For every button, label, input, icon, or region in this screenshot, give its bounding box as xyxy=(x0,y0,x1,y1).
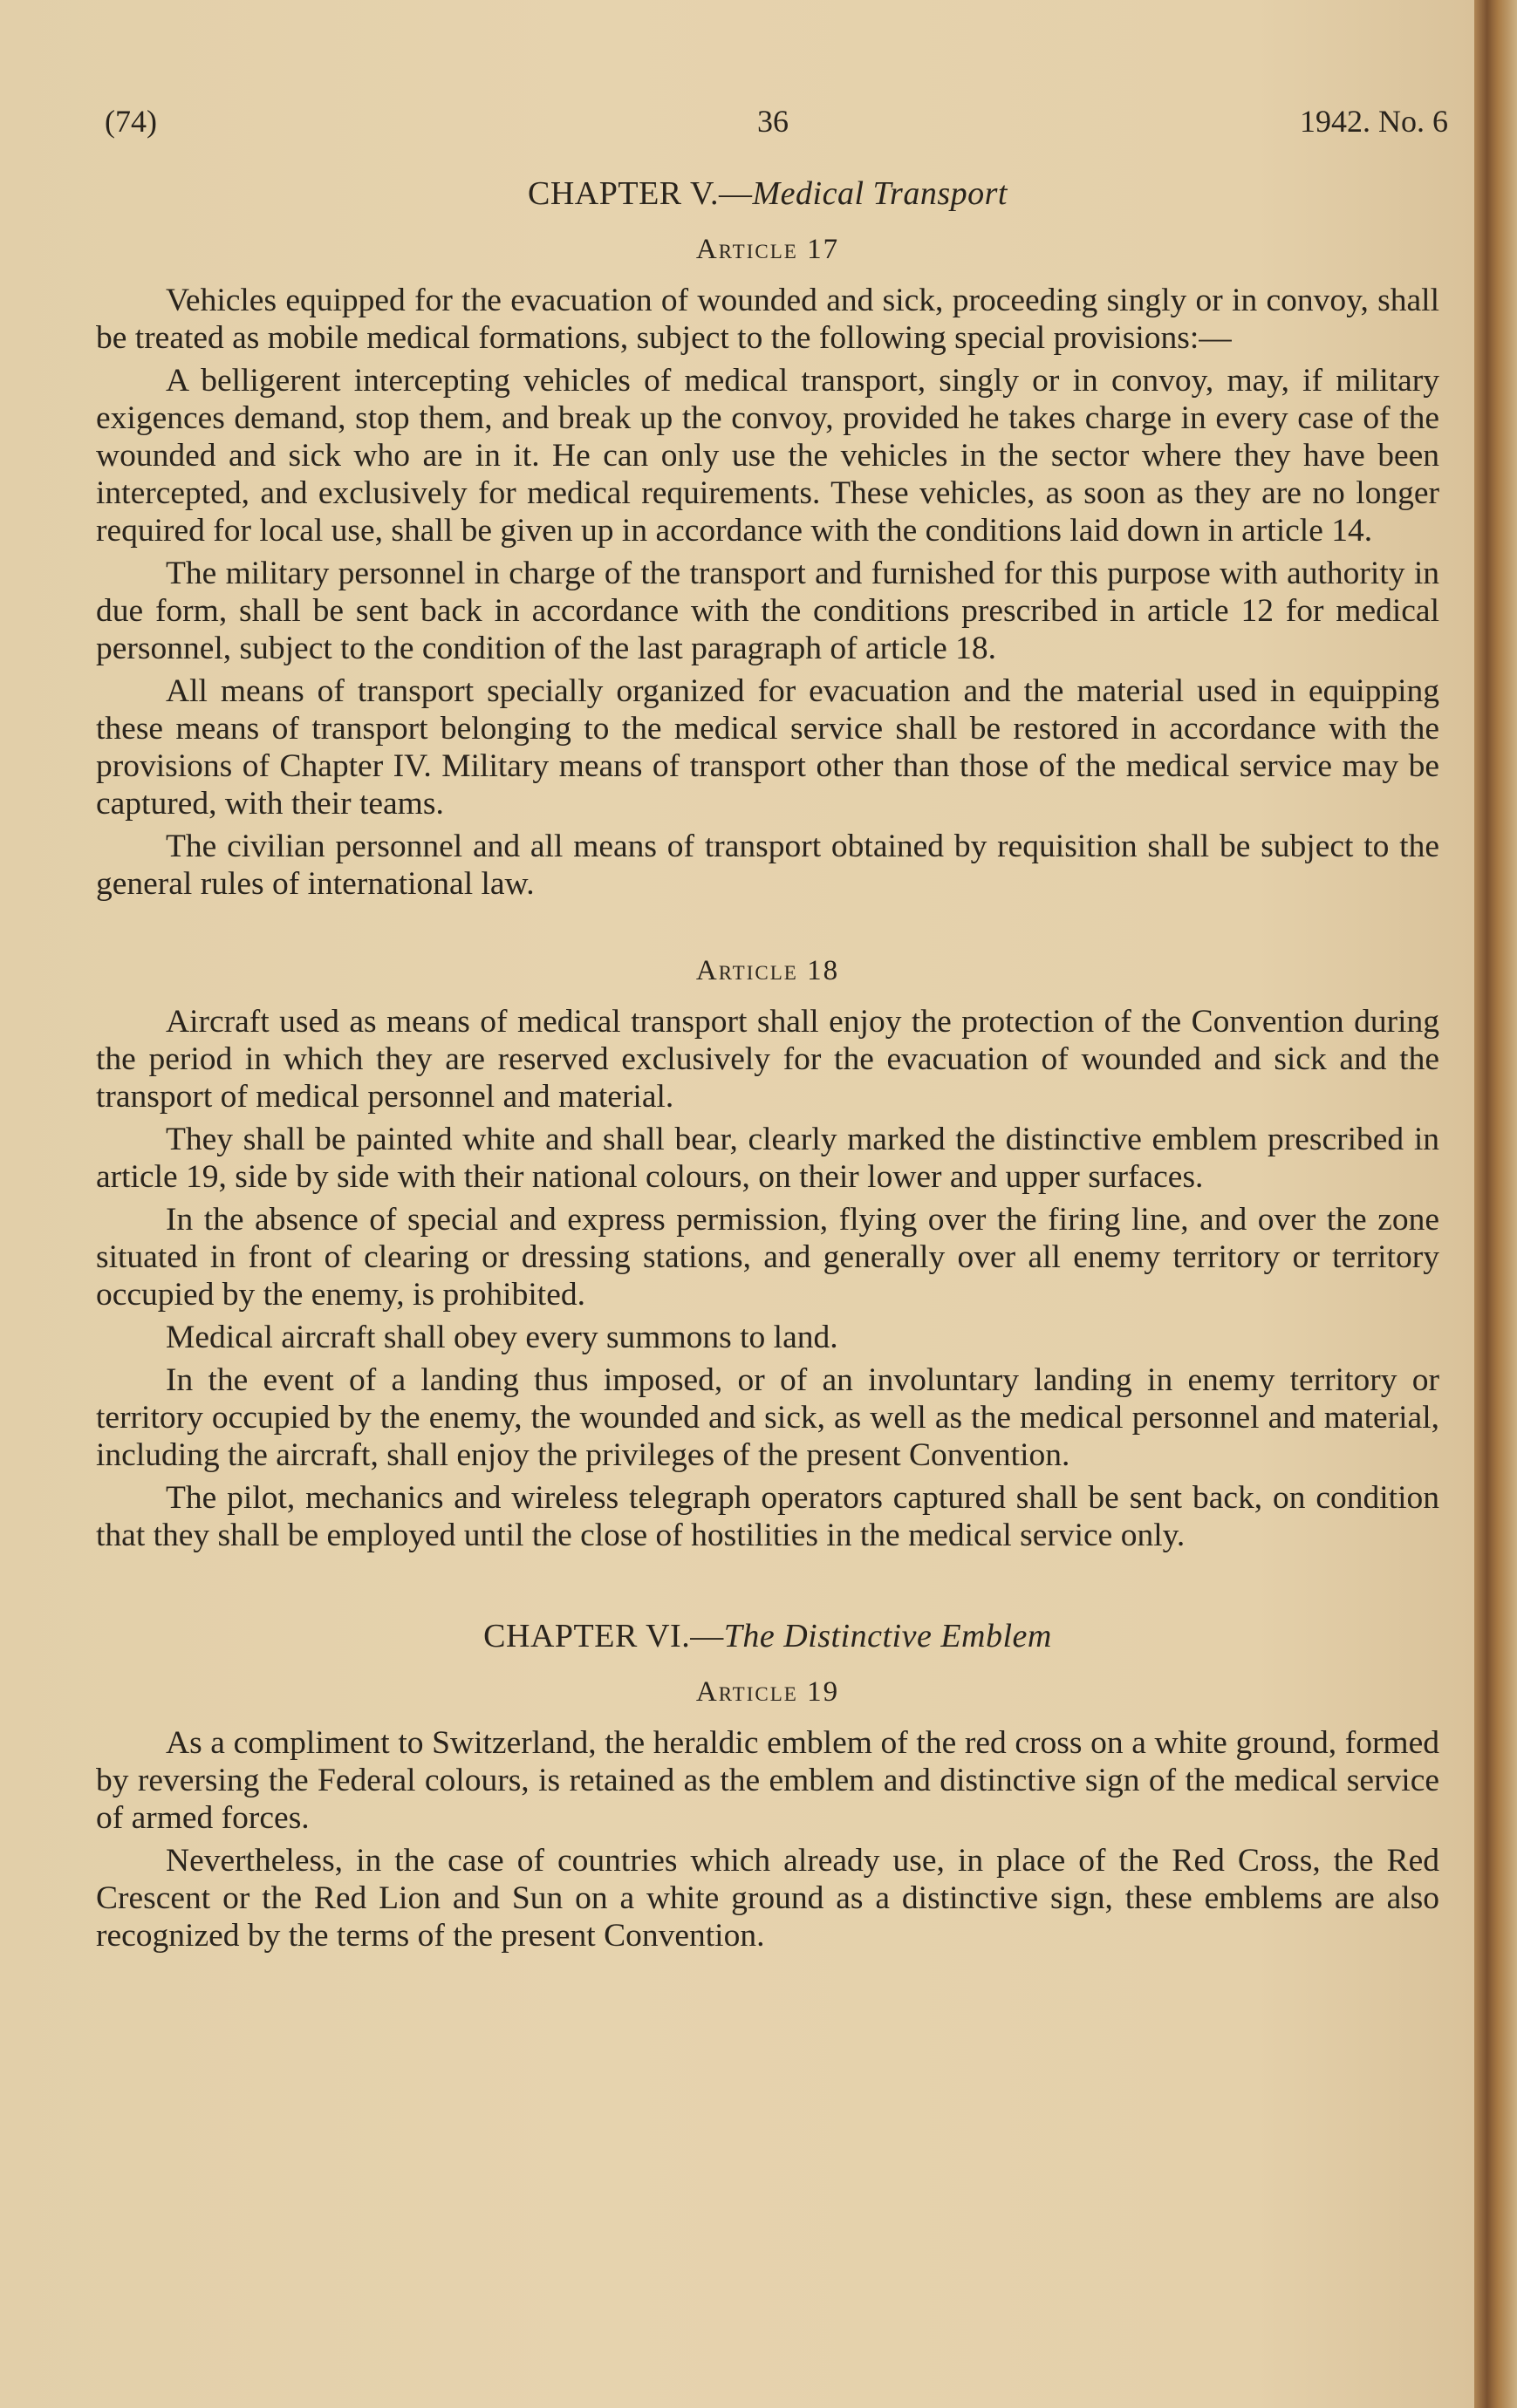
article-18-para-5: In the event of a landing thus imposed, or of an involuntary landing in enemy territory or territory occupied by the enemy, the wounded and sick, as well as the medical personnel and material, including the aircraft, shall enjoy the privileges of the present Convention. xyxy=(96,1362,1439,1473)
article-17-para-2: A belligerent intercepting vehicles of medical transport, singly or in convoy, may, if military exigences demand, stop them, and break up the convoy, provided he takes charge in every case of the wounded and sick who are in it. He can only use the vehicles in the sector where they have been intercepted, and exclusively for medical requirements. These vehicles, as soon as they are no longer required for local use, shall be given up in accordance with the conditions laid down in article 14. xyxy=(96,363,1439,549)
chapter-vi-title: The Distinctive Emblem xyxy=(723,1618,1052,1654)
chapter-vi-prefix: CHAPTER VI.— xyxy=(483,1618,724,1654)
chapter-vi-heading xyxy=(96,1617,1439,1655)
page-content xyxy=(96,103,1448,1960)
chapter-v-title: Medical Transport xyxy=(752,175,1008,212)
article-19-para-2: Nevertheless, in the case of countries which already use, in place of the Red Cross, the Red Crescent or the Red Lion and Sun on a white ground as a distinctive sign, these emblems are also recognized by the terms of the present Convention. xyxy=(96,1843,1439,1954)
page-number: 36 xyxy=(757,104,789,139)
article-18-heading: Article 18 xyxy=(695,955,840,986)
article-17-para-1: Vehicles equipped for the evacuation of wounded and sick, proceeding singly or in convoy, shall be treated as mobile medical formations, subject to the following special provisions:— xyxy=(96,283,1439,356)
chapter-v-heading xyxy=(96,174,1439,213)
book-spine-edge xyxy=(1474,0,1517,2408)
running-header xyxy=(96,103,1448,155)
article-17-heading: Article 17 xyxy=(695,234,840,265)
article-17-para-3: The military personnel in charge of the transport and furnished for this purpose with authority in due form, shall be sent back in accordance with the conditions prescribed in article 12 for medical personnel, subject to the condition of the last paragraph of article 18. xyxy=(96,556,1439,666)
article-18-para-4: Medical aircraft shall obey every summons to land. xyxy=(166,1320,838,1355)
article-18-para-2: They shall be painted white and shall bear, clearly marked the distinctive emblem prescribed in article 19, side by side with their national colours, on their lower and upper surfaces. xyxy=(96,1122,1439,1195)
article-18-para-6: The pilot, mechanics and wireless telegraph operators captured shall be sent back, on condition that they shall be employed until the close of hostilities in the medical service only. xyxy=(96,1480,1439,1553)
article-18-para-3: In the absence of special and express permission, flying over the firing line, and over the zone situated in front of clearing or dressing stations, and generally over all enemy territory or territory occupied by the enemy, is prohibited. xyxy=(96,1202,1439,1313)
chapter-v-prefix: CHAPTER V.— xyxy=(528,175,753,212)
article-17-para-4: All means of transport specially organized for evacuation and the material used in equipping these means of transport belonging to the medical service shall be restored in accordance with the provisions of Chapter IV. Military means of transport other than those of the medical service may be captured, with their teams. xyxy=(96,673,1439,822)
article-18-para-1: Aircraft used as means of medical transport shall enjoy the protection of the Convention during the period in which they are reserved exclusively for the evacuation of wounded and sick and the transport of medical personnel and material. xyxy=(96,1004,1439,1115)
page-ref-left: (74) xyxy=(105,104,157,139)
article-19-heading: Article 19 xyxy=(695,1676,840,1708)
document-ref-right: 1942. No. 6 xyxy=(1300,104,1448,139)
article-19-para-1: As a compliment to Switzerland, the heraldic emblem of the red cross on a white ground, formed by reversing the Federal colours, is retained as the emblem and distinctive sign of the medical service of armed forces. xyxy=(96,1725,1439,1836)
article-17-para-5: The civilian personnel and all means of transport obtained by requisition shall be subject to the general rules of international law. xyxy=(96,829,1439,902)
